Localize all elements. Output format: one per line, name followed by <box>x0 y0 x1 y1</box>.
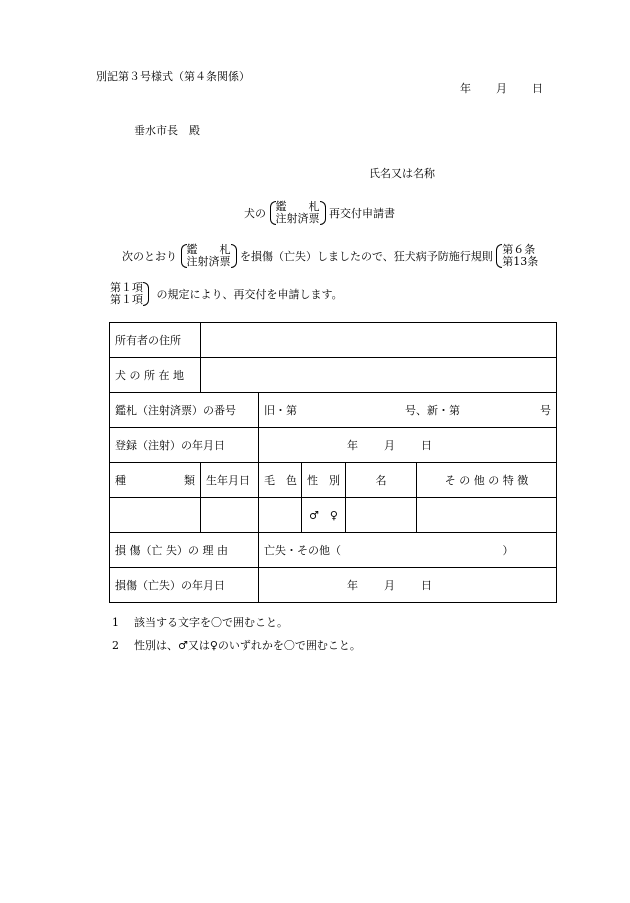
damage-reason-field[interactable] <box>259 533 557 568</box>
clause-1-bottom: 第１項 <box>110 293 143 306</box>
damage-day: 日 <box>421 579 432 592</box>
tag-old: 旧・第 <box>264 404 297 417</box>
body-text-start: 次のとおり <box>122 250 177 263</box>
tag-new: 号、新・第 <box>405 404 461 417</box>
title-opt-kansatsu-1: 鑑 <box>275 200 287 213</box>
note-1-number: 1 <box>112 616 119 629</box>
date-day: 日 <box>532 82 543 95</box>
features-field[interactable] <box>417 498 557 533</box>
col-birthdate: 生年月日 <box>201 463 259 498</box>
breed-field[interactable] <box>110 498 201 533</box>
body-line-2 <box>110 282 343 306</box>
reg-month: 月 <box>384 439 395 452</box>
col-sex: 性 別 <box>302 463 346 498</box>
color-field[interactable] <box>259 498 302 533</box>
title-opt-injection: 注射済票 <box>275 212 320 225</box>
addressee: 垂水市長 殿 <box>134 124 200 137</box>
name-field[interactable] <box>346 498 417 533</box>
article-13: 第13条 <box>502 255 539 268</box>
title-prefix: 犬の <box>244 207 266 220</box>
registration-date-field[interactable] <box>259 428 557 463</box>
birthdate-field[interactable] <box>201 498 259 533</box>
damage-reason-options: 亡失・その他（ <box>264 544 341 557</box>
article-6: 第６条 <box>502 243 536 256</box>
clause-1-top: 第１項 <box>110 281 143 294</box>
title-options <box>270 201 326 225</box>
clause-options <box>110 282 149 306</box>
dog-location-field[interactable] <box>201 358 557 393</box>
tag-end: 号 <box>540 404 552 417</box>
damage-reason-close: ） <box>502 544 514 557</box>
body-opt-injection: 注射済票 <box>186 255 231 268</box>
note-2 <box>112 637 361 653</box>
date-month: 月 <box>496 82 507 95</box>
body-options <box>181 244 237 268</box>
dog-location-label: 犬 の 所 在 地 <box>110 358 201 393</box>
row-owner-address <box>110 323 557 358</box>
sex-options[interactable]: ♂ ♀ <box>302 498 346 533</box>
document-title <box>244 201 395 225</box>
body-opt-kansatsu-2: 札 <box>219 243 231 256</box>
title-opt-kansatsu-2: 札 <box>308 200 320 213</box>
body-text-end: の規定により、再交付を申請します。 <box>156 288 343 301</box>
owner-address-field[interactable] <box>201 323 557 358</box>
row-damage-date <box>110 568 557 603</box>
application-table <box>109 322 557 603</box>
row-column-headers <box>110 463 557 498</box>
damage-date-label: 損傷（亡失）の年月日 <box>110 568 259 603</box>
damage-reason-label: 損 傷（亡 失）の 理 由 <box>110 533 259 568</box>
applicant-label: 氏名又は名称 <box>369 167 435 180</box>
damage-year: 年 <box>347 579 358 592</box>
tag-number-field[interactable] <box>259 393 557 428</box>
col-name: 名 <box>346 463 417 498</box>
col-features: そ の 他 の 特 徴 <box>417 463 557 498</box>
note-1-text: 該当する文字を〇で囲むこと。 <box>134 616 288 629</box>
body-opt-kansatsu-1: 鑑 <box>186 243 198 256</box>
date-line <box>460 80 543 96</box>
row-damage-reason <box>110 533 557 568</box>
row-dog-location <box>110 358 557 393</box>
row-registration-date <box>110 428 557 463</box>
registration-date-label: 登録（注射）の年月日 <box>110 428 259 463</box>
row-tag-number <box>110 393 557 428</box>
note-2-number: 2 <box>112 639 119 652</box>
owner-address-label: 所有者の住所 <box>110 323 201 358</box>
row-dog-details <box>110 498 557 533</box>
tag-number-label: 鑑札（注射済票）の番号 <box>110 393 259 428</box>
reg-year: 年 <box>347 439 358 452</box>
note-1 <box>112 614 288 630</box>
title-suffix: 再交付申請書 <box>329 207 395 220</box>
article-options <box>496 244 538 268</box>
body-text-mid: を損傷（亡失）しましたので、狂犬病予防施行規則 <box>240 250 493 263</box>
col-breed: 種 類 <box>110 463 201 498</box>
body-line-1 <box>122 244 538 268</box>
col-color: 毛 色 <box>259 463 302 498</box>
damage-month: 月 <box>384 579 395 592</box>
form-number: 別記第３号様式（第４条関係） <box>96 70 250 83</box>
note-2-text: 性別は、♂又は♀のいずれかを〇で囲むこと。 <box>134 639 361 652</box>
date-year: 年 <box>460 82 471 95</box>
reg-day: 日 <box>421 439 432 452</box>
damage-date-field[interactable] <box>259 568 557 603</box>
